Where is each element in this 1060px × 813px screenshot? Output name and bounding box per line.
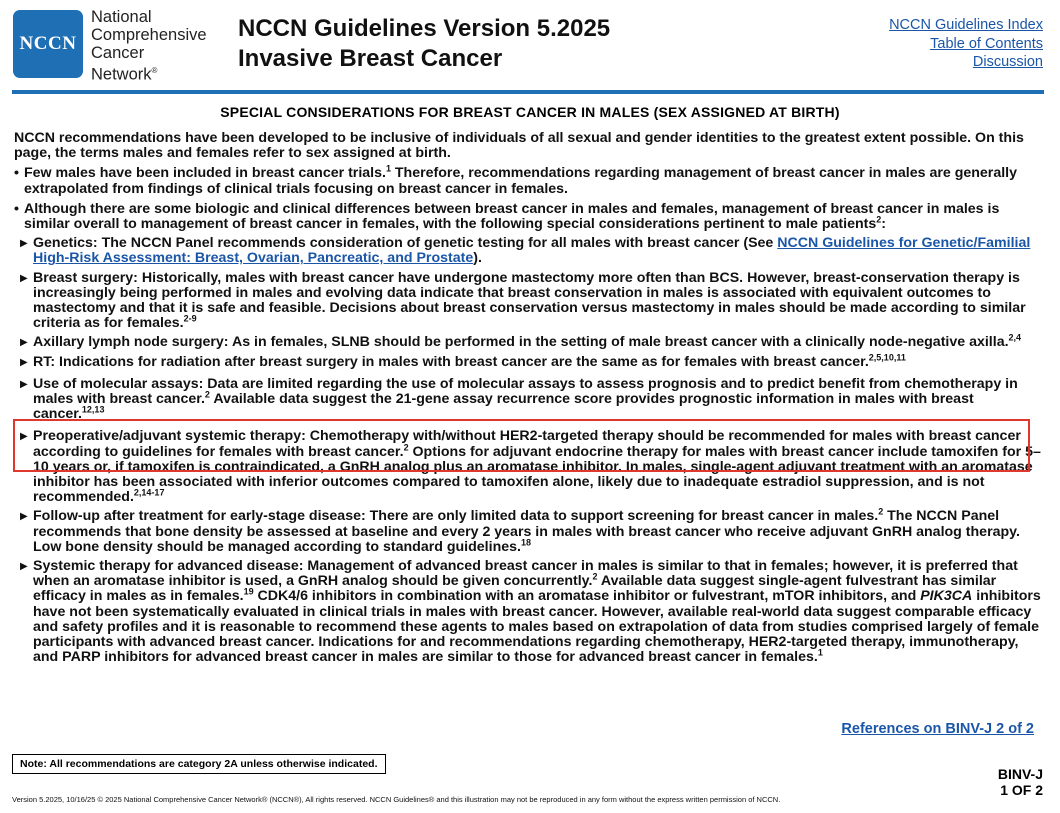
header-divider [12, 90, 1044, 94]
subitem-follow-up: ▶ Follow-up after treatment for early-stage disease: There are only limited data to support screening for breast cancer in males.$^2$ The NCCN Panel recommends that bone density be assessed at baseline and every 2 years in males with breast cancer who receive adjuvant GnRH analog therapy. Low bone density should be managed according to standard guidelines.$^{18}$ [20, 506, 1020, 555]
triangle-bullet-icon: ▶ [20, 511, 28, 523]
section-title: SPECIAL CONSIDERATIONS FOR BREAST CANCER IN MALES (SEX ASSIGNED AT BIRTH) [220, 104, 840, 120]
discussion-link[interactable]: Discussion [972, 54, 1043, 70]
triangle-bullet-icon: ▶ [20, 238, 28, 250]
organization-name [91, 8, 207, 84]
references-link[interactable]: References on BINV-J 2 of 2 [841, 721, 1034, 737]
page-identifier [998, 766, 1043, 798]
guideline-version-title: NCCN Guidelines Version 5.2025 [238, 15, 611, 42]
subitem-axillary-surgery: ▶ Axillary lymph node surgery: As in females, SLNB should be performed in the setting of male breast cancer with a clinically node-negative axilla.$^{2,4}$ [20, 332, 1022, 351]
header-navigation [889, 16, 1043, 72]
triangle-bullet-icon: ▶ [20, 431, 28, 443]
org-name-line: Network® [91, 65, 158, 84]
org-name-line: Comprehensive [91, 26, 207, 44]
registered-mark: ® [151, 66, 158, 75]
subitem-genetics: ▶ Genetics: The NCCN Panel recommends consideration of genetic testing for all males with breast cancer (See NCCN Guidelines for Genetic/Familial High-Risk Assessment: Breast, Ovarian, Pancreatic, and Prostate). [20, 235, 1031, 267]
subitem-radiation-therapy: ▶ RT: Indications for radiation after breast surgery in males with breast cancer are the same as for females with breast cancer.$^{2,5,10,11}$ [20, 351, 906, 370]
subitem-advanced-disease: ▶ Systemic therapy for advanced disease: Management of advanced breast cancer in males is similar to that in females; however, it is preferred that when an aromatase inhibitor is used, a GnRH analog should be given concurrently.$^2$ Available data suggest single-agent fulvestrant has similar efficacy in males as in females.$^{19}$ CDK4/6 inhibitors in combination with an aromatase inhibitor or fulvestrant, mTOR inhibitors, and PIK3CA inhibitors have not been systematically evaluated in clinical trials in males with breast cancer. However, available real-world data suggest comparable efficacy and safety profiles and it is reasonable to recommend these agents to males based on extrapolation of data from studies comprised largely of female participants with advanced breast cancer. Indications for and recommendations regarding chemotherapy, HER2-targeted therapy, immunotherapy, and PARP inhibitors for advanced breast cancer in males are similar to those for advanced breast cancer in females.$^1$ [20, 558, 1041, 666]
subitem-breast-surgery: ▶ Breast surgery: Historically, males with breast cancer have undergone mastectomy more often than BCS. However, breast-conservation therapy is increasingly being performed in males and evolving data indicate that breast conservation in males is associated with equivalent outcomes to mastectomy and that it is safe and feasible. Decisions about breast conservation versus mastectomy in males should be made according to similar criteria as for females.$^{2-9}$ [20, 269, 1026, 332]
table-of-contents-link[interactable]: Table of Contents [930, 35, 1043, 52]
page-count: 1 OF 2 [1000, 782, 1043, 798]
subitem-molecular-assays: ▶ Use of molecular assays: Data are limited regarding the use of molecular assays to assess prognosis and to predict benefit from chemotherapy in males with breast cancer.$^2$ Available data suggest the 21-gene assay recurrence score provides prognostic information in males with breast cancer.$^{12,13}$ [20, 375, 1018, 423]
guidelines-index-link[interactable]: NCCN Guidelines Index [889, 17, 1043, 33]
genetic-guidelines-link[interactable]: NCCN Guidelines for Genetic/Familial High-Risk Assessment: Breast, Ovarian, Pancreatic, and Prostate [33, 235, 1031, 267]
intro-paragraph: NCCN recommendations have been developed to be inclusive of individuals of all sexual and gender identities to the greatest extent possible. On this page, the terms males and females refer to sex assigned at birth. [14, 130, 1024, 162]
guideline-topic-title: Invasive Breast Cancer [238, 45, 503, 72]
page-title [238, 14, 610, 74]
bullet-item: • Few males have been included in breast cancer trials.$^1$ Therefore, recommendations regarding management of breast cancer in males are generally extrapolated from findings of clinical trials focusing on breast cancer in females. [14, 166, 1044, 196]
bullet-item: • Although there are some biologic and clinical differences between breast cancer in males and females, management of breast cancer in males is similar overall to management of breast cancer in females, with the following special considerations pertinent to male patients$^2$: [14, 202, 1044, 232]
nccn-logo [13, 10, 83, 78]
subitem-systemic-therapy-early: ▶ Preoperative/adjuvant systemic therapy: Chemotherapy with/without HER2-targeted therapy should be recommended for males with breast cancer according to guidelines for females with breast cancer.$^2$ Options for adjuvant endocrine therapy for males with breast cancer include tamoxifen for 5–10 years or, if tamoxifen is contraindicated, a GnRH analog plus an aromatase inhibitor. In males, single-agent adjuvant treatment with an aromatase inhibitor has been associated with inferior outcomes compared to tamoxifen alone, likely due to inadequate estradiol suppression, and is not recommended.$^{2,14-17}$ [20, 428, 1041, 506]
org-name-line: National [91, 8, 152, 26]
triangle-bullet-icon: ▶ [20, 561, 28, 573]
org-name-line: Cancer [91, 44, 145, 62]
triangle-bullet-icon: ▶ [20, 378, 28, 390]
category-note: Note: All recommendations are category 2A unless otherwise indicated. [12, 754, 386, 774]
page-code: BINV-J [997, 766, 1043, 782]
triangle-bullet-icon: ▶ [20, 337, 28, 349]
triangle-bullet-icon: ▶ [20, 272, 28, 284]
copyright-footer: Version 5.2025, 10/16/25 © 2025 National Comprehensive Cancer Network® (NCCN®), All rights reserved. NCCN Guidelines® and this illustration may not be reproduced in any form without the express written permission of NCCN. [12, 795, 781, 804]
content-body [14, 131, 1044, 666]
triangle-bullet-icon: ▶ [20, 356, 28, 368]
logo-text: NCCN [19, 33, 77, 54]
